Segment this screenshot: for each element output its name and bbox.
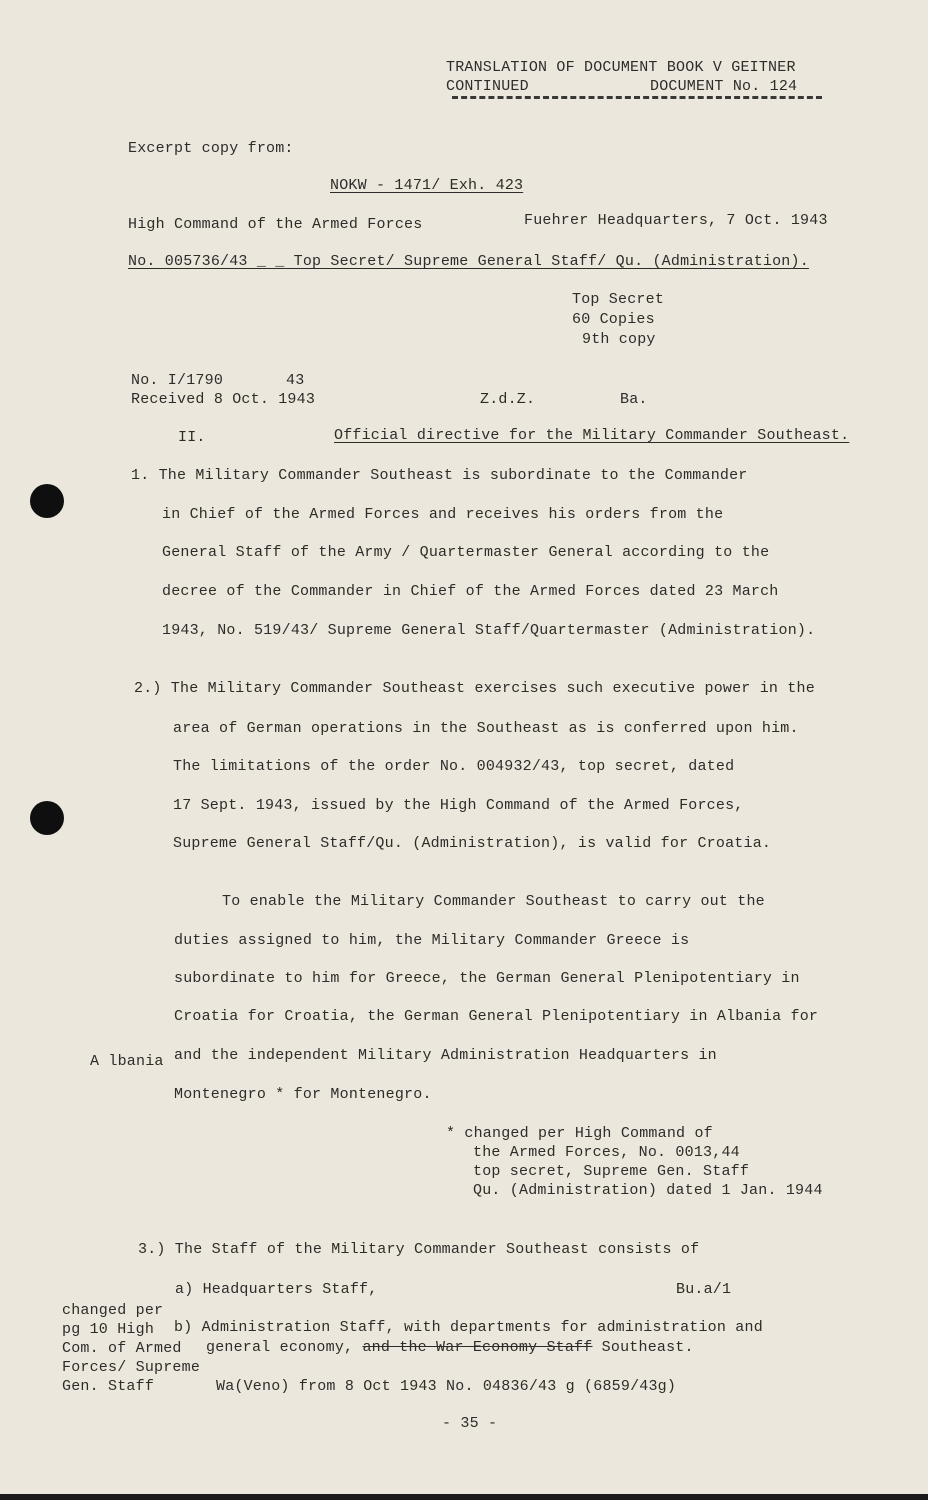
receipt-number: No. I/1790	[131, 372, 224, 389]
footnote-line3: top secret, Supreme Gen. Staff	[473, 1163, 750, 1180]
para2-line3: The limitations of the order No. 004932/43, top secret, dated	[173, 758, 735, 775]
para3-line6: Montenegro * for Montenegro.	[174, 1086, 432, 1103]
footnote-line4: Qu. (Administration) dated 1 Jan. 1944	[473, 1182, 823, 1199]
para1-line2: in Chief of the Armed Forces and receives his orders from the	[162, 506, 724, 523]
margin-note-line4: Forces/ Supreme	[62, 1359, 201, 1376]
header-continued: CONTINUED	[446, 78, 529, 95]
scan-bottom-edge	[0, 1494, 928, 1500]
footnote-line1: * changed per High Command of	[446, 1125, 713, 1142]
margin-note-line5: Gen. Staff	[62, 1378, 155, 1395]
para1-line1: 1. The Military Commander Southeast is subordinate to the Commander	[131, 467, 748, 484]
header-document-number: DOCUMENT No. 124	[650, 78, 798, 95]
margin-note-line3: Com. of Armed	[62, 1340, 182, 1357]
para3-line4: Croatia for Croatia, the German General Plenipotentiary in Albania for	[174, 1008, 819, 1025]
margin-note-line1: changed per	[62, 1302, 164, 1319]
header-dashed-rule	[452, 96, 822, 99]
para1-line3: General Staff of the Army / Quartermaster General according to the	[162, 544, 770, 561]
para3-line1: To enable the Military Commander Southeast to carry out the	[222, 893, 765, 910]
para3-line5: and the independent Military Administration Headquarters in	[174, 1047, 717, 1064]
section-number: II.	[178, 429, 206, 446]
item-b-struck-text: and the War Economy Staff	[362, 1339, 593, 1356]
item-a-note: Bu.a/1	[676, 1281, 732, 1298]
para2-line2: area of German operations in the Southeast as is conferred upon him.	[173, 720, 799, 737]
receipt-date: Received 8 Oct. 1943	[131, 391, 316, 408]
footnote-line2: the Armed Forces, No. 0013,44	[473, 1144, 740, 1161]
para2-line5: Supreme General Staff/Qu. (Administration), is valid for Croatia.	[173, 835, 772, 852]
issuer: High Command of the Armed Forces	[128, 216, 423, 233]
classification-top-secret: Top Secret	[572, 291, 665, 308]
para3-line2: duties assigned to him, the Military Commander Greece is	[174, 932, 690, 949]
item-a: a) Headquarters Staff,	[175, 1281, 378, 1298]
para4-intro: 3.) The Staff of the Military Commander Southeast consists of	[138, 1241, 700, 1258]
punch-hole-bottom	[30, 801, 64, 835]
para3-line3: subordinate to him for Greece, the German General Plenipotentiary in	[174, 970, 800, 987]
margin-note-line2: pg 10 High	[62, 1321, 155, 1338]
punch-hole-top	[30, 484, 64, 518]
receipt-ba: Ba.	[620, 391, 648, 408]
excerpt-label: Excerpt copy from:	[128, 140, 294, 157]
item-b-line2-end: Southeast.	[592, 1339, 694, 1356]
receipt-number-suffix: 43	[286, 372, 305, 389]
para2-line4: 17 Sept. 1943, issued by the High Command of the Armed Forces,	[173, 797, 744, 814]
classification-copy-number: 9th copy	[582, 331, 656, 348]
item-b-line2-start: general economy,	[206, 1339, 363, 1356]
receipt-zdz: Z.d.Z.	[480, 391, 536, 408]
para1-line4: decree of the Commander in Chief of the Armed Forces dated 23 March	[162, 583, 779, 600]
reference-line: No. 005736/43 _ _ Top Secret/ Supreme General Staff/ Qu. (Administration).	[128, 253, 809, 270]
para1-line5: 1943, No. 519/43/ Supreme General Staff/Quartermaster (Administration).	[162, 622, 816, 639]
margin-albania: A lbania	[90, 1053, 164, 1070]
page-number: - 35 -	[442, 1415, 498, 1432]
item-b-line2	[206, 1338, 694, 1358]
place-date: Fuehrer Headquarters, 7 Oct. 1943	[524, 212, 828, 229]
section-title: Official directive for the Military Commander Southeast.	[334, 427, 850, 444]
nokw-reference: NOKW - 1471/ Exh. 423	[330, 177, 524, 194]
header-title: TRANSLATION OF DOCUMENT BOOK V GEITNER	[446, 59, 796, 76]
item-b-line3: Wa(Veno) from 8 Oct 1943 No. 04836/43 g (6859/43g)	[216, 1378, 677, 1395]
para2-line1: 2.) The Military Commander Southeast exercises such executive power in the	[134, 680, 815, 697]
item-b-line1: b) Administration Staff, with departments for administration and	[174, 1319, 763, 1336]
classification-copies: 60 Copies	[572, 311, 655, 328]
